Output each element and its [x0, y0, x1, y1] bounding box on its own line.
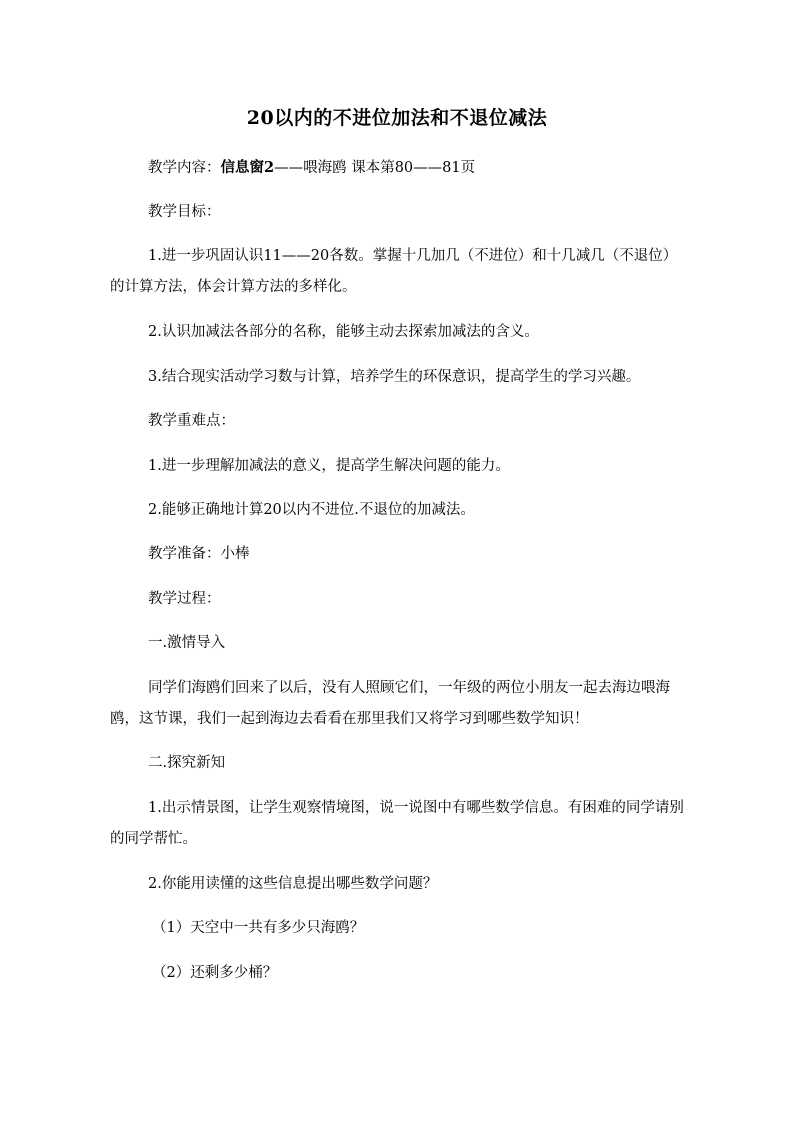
goal-2: 2.认识加减法各部分的名称，能够主动去探索加减法的含义。	[148, 324, 539, 340]
question-1: （1）天空中一共有多少只海鸥？	[152, 920, 365, 936]
content-rest: ——喂海鸥 课本第80——81页	[274, 160, 476, 176]
content-info-window: 信息窗2	[220, 159, 275, 176]
key-point-2: 2.能够正确地计算20以内不进位.不退位的加减法。	[148, 502, 475, 518]
content-label: 教学内容：	[148, 160, 221, 176]
section-2-heading: 二.探究新知	[148, 755, 226, 771]
explore-2: 2.你能用读懂的这些信息提出哪些数学问题？	[148, 876, 438, 892]
preparation: 教学准备：小棒	[148, 546, 250, 562]
explore-1: 1.出示情景图，让学生观察情境图，说一说图中有哪些数学信息。有困难的同学请别的同学帮忙。	[110, 800, 684, 847]
process-heading: 教学过程：	[148, 591, 221, 607]
goal-1: 1.进一步巩固认识11——20各数。掌握十几加几（不进位）和十几减几（不退位）的计算方法，体会计算方法的多样化。	[110, 248, 678, 295]
intro-text: 同学们海鸥们回来了以后，没有人照顾它们，一年级的两位小朋友一起去海边喂海鸥，这节课，我们一起到海边去看看在那里我们又将学习到哪些数学知识！	[110, 680, 670, 727]
goal-3: 3.结合现实活动学习数与计算，培养学生的环保意识，提高学生的学习兴趣。	[148, 369, 641, 385]
key-points-heading: 教学重难点：	[148, 413, 235, 429]
teaching-content	[110, 152, 686, 184]
document-title: 20以内的不进位加法和不退位减法	[246, 107, 548, 129]
key-point-1: 1.进一步理解加减法的意义，提高学生解决问题的能力。	[148, 458, 510, 474]
section-1-heading: 一.激情导入	[148, 635, 226, 651]
question-2: （2）还剩多少桶？	[152, 965, 278, 981]
goals-heading: 教学目标：	[148, 204, 221, 220]
